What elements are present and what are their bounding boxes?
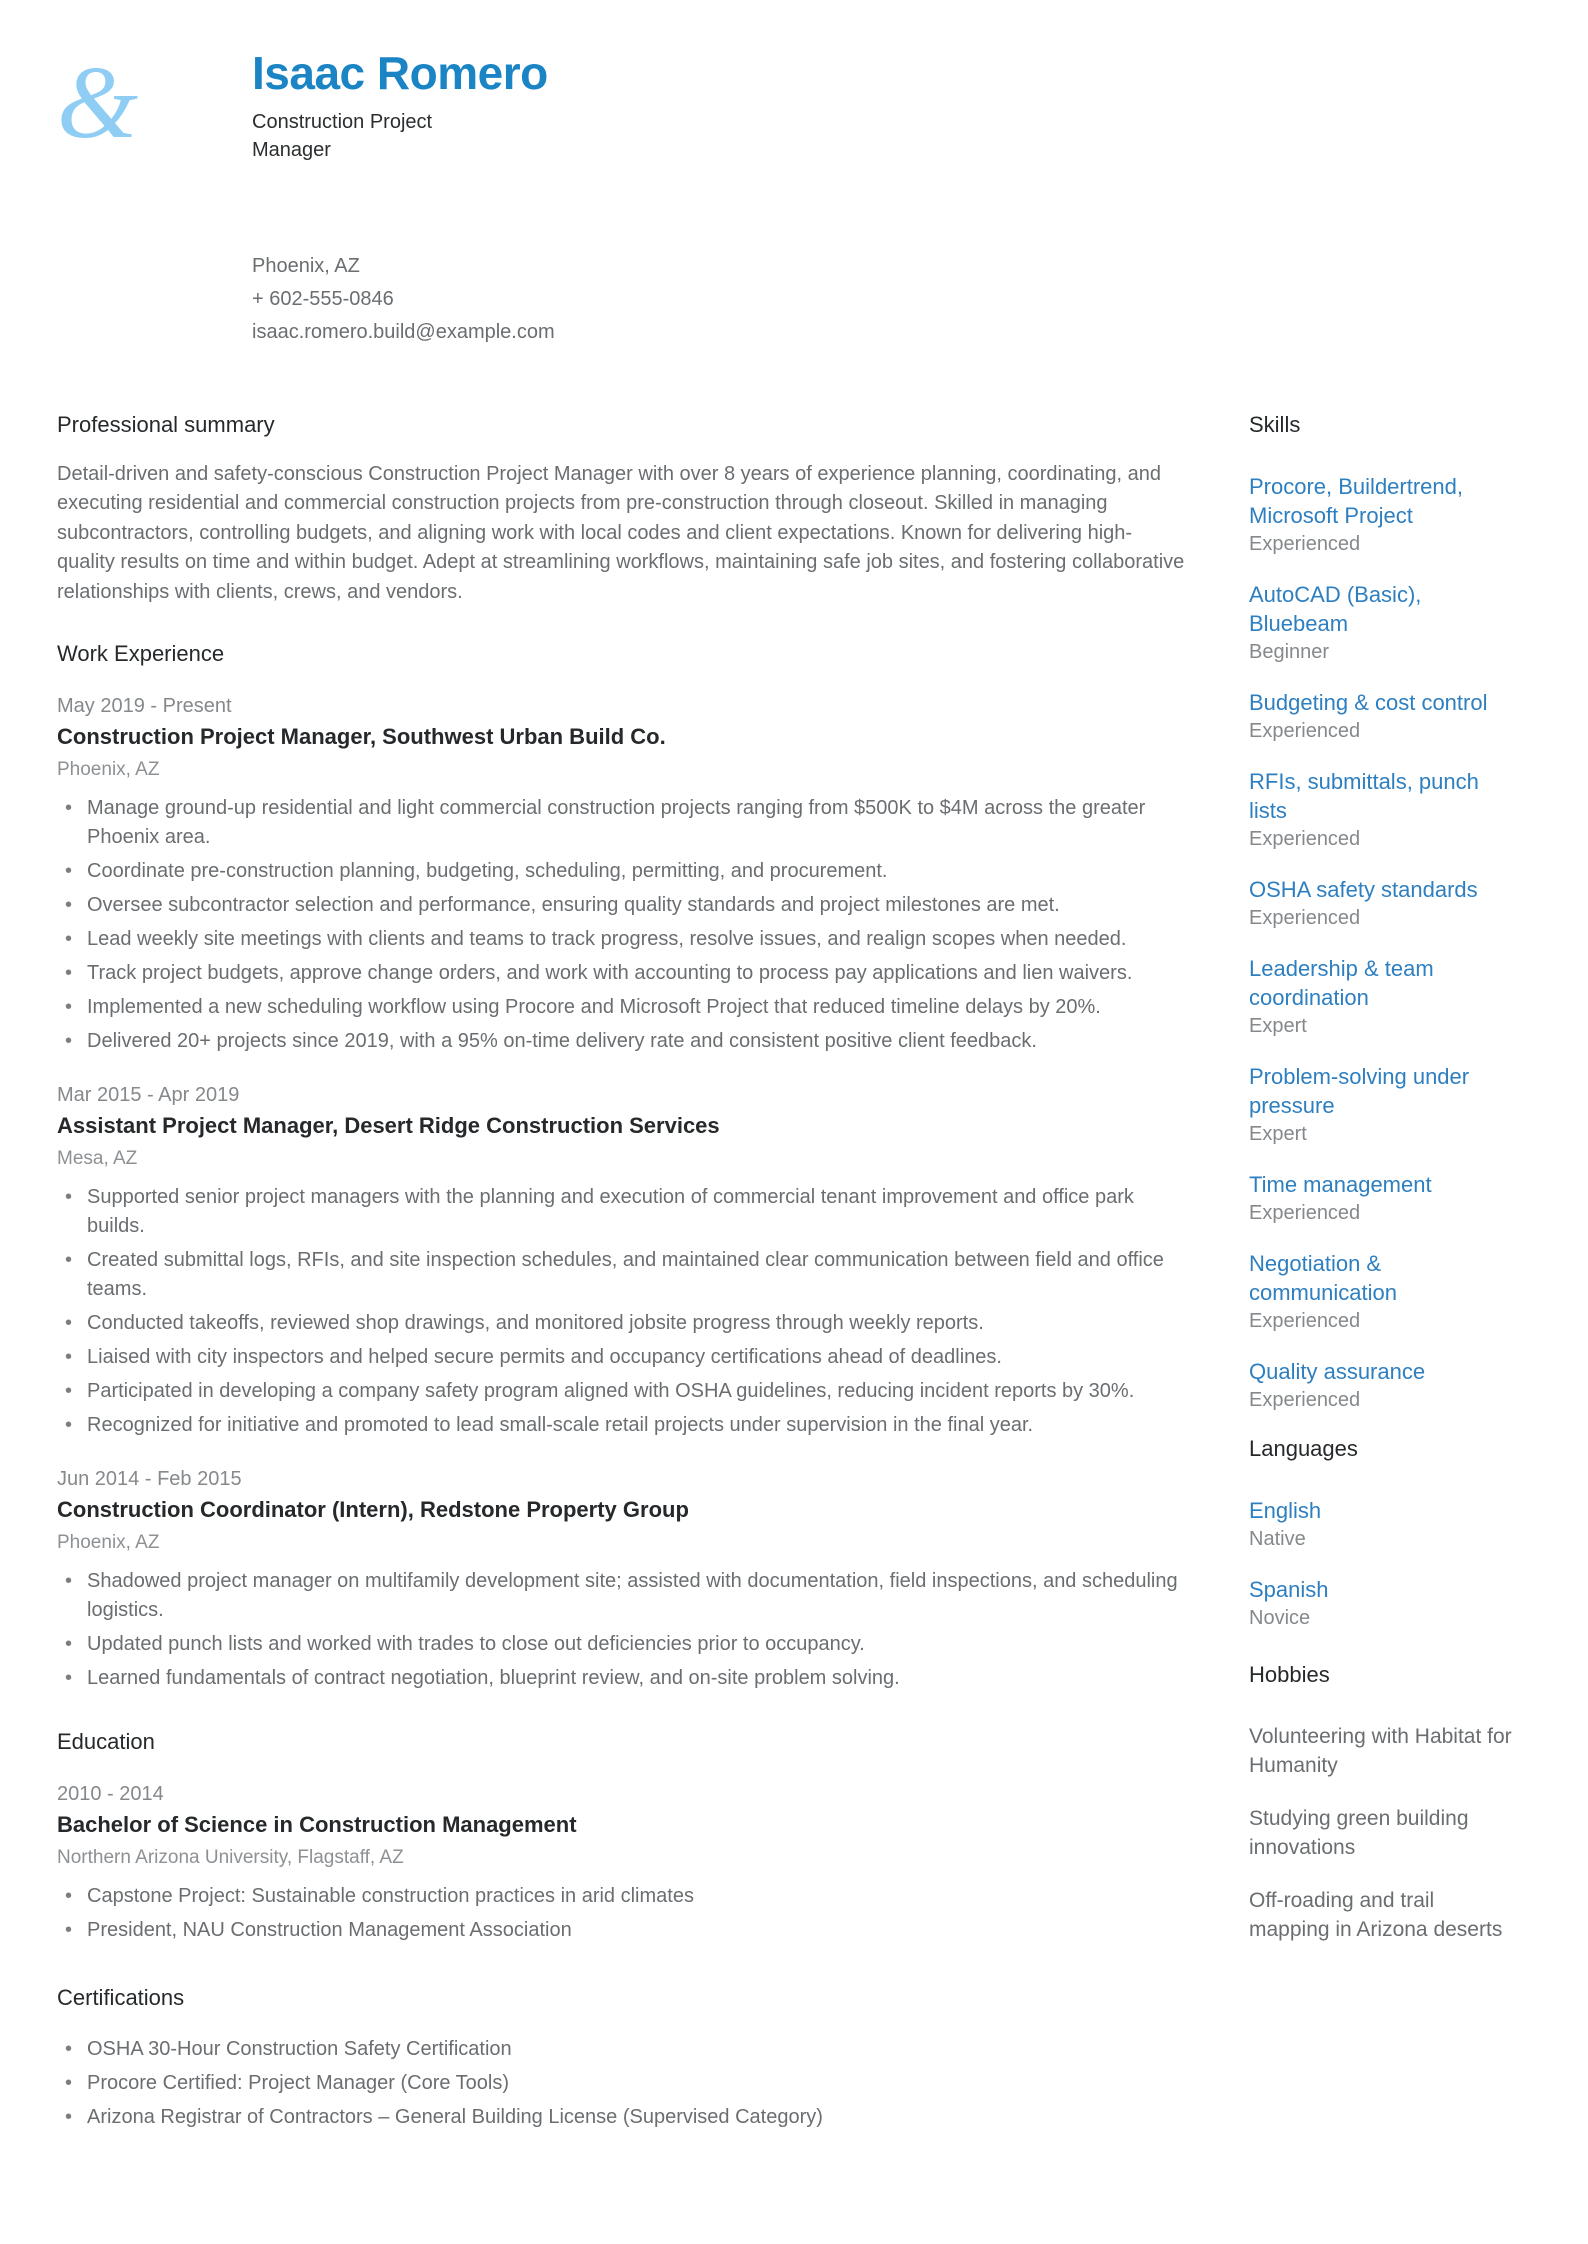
skill-name: Time management [1249,1171,1432,1197]
education-heading: Education [57,1729,155,1755]
bullet-item: • Implemented a new scheduling workflow using Procore and Microsoft Project that reduced timeline delays by 20%. [57,993,1187,1022]
job-dates: Jun 2014 - Feb 2015 [57,1468,242,1491]
job-bullet-list [57,1567,1187,1693]
education-section [57,1729,1187,1945]
skill-name: Budgeting & cost control [1249,689,1488,715]
job-dates: Mar 2015 - Apr 2019 [57,1084,240,1107]
language-name: English [1249,1497,1322,1523]
bullet-item: • Participated in developing a company safety program aligned with OSHA guidelines, reducing incident reports by 30%. [57,1377,1187,1406]
contact-location: Phoenix, AZ [252,254,360,277]
experience-heading: Work Experience [57,641,225,667]
candidate-name: Isaac Romero [252,47,548,99]
skill-level: Experienced [1249,1309,1361,1332]
skill-item [1249,875,1541,930]
resume-header [57,45,1541,349]
summary-heading: Professional summary [57,411,275,437]
bullet-item: • Procore Certified: Project Manager (Core Tools) [57,2069,1187,2098]
skill-item [1249,688,1541,743]
language-item [1249,1496,1541,1551]
skill-item [1249,954,1541,1038]
contact-email: isaac.romero.build@example.com [252,320,555,343]
skill-level: Experienced [1249,1388,1361,1411]
bullet-item: • Delivered 20+ projects since 2019, with a 95% on-time delivery rate and consistent positive client feedback. [57,1027,1187,1056]
job-dates: May 2019 - Present [57,695,232,718]
job-bullet-list [57,794,1187,1056]
bullet-item: • Lead weekly site meetings with clients and teams to track progress, resolve issues, and realign scopes when needed. [57,925,1187,954]
education-bullet-list [57,1882,1187,1945]
skill-level: Experienced [1249,906,1361,929]
header-text-block [252,45,555,349]
bullet-item: • Manage ground-up residential and light commercial construction projects ranging from $500K to $4M across the greater Phoenix area. [57,794,1187,852]
certifications-bullet-list [57,2035,1187,2132]
language-level: Novice [1249,1606,1311,1629]
skill-item [1249,472,1541,556]
skills-heading: Skills [1249,411,1301,437]
skill-name: Quality assurance [1249,1358,1426,1384]
languages-heading: Languages [1249,1435,1358,1461]
hobby-item: Studying green building innovations [1249,1806,1469,1859]
skill-name: Leadership & team coordination [1249,955,1434,1010]
bullet-item: • Track project budgets, approve change orders, and work with accounting to process pay applications and lien waivers. [57,959,1187,988]
education-dates: 2010 - 2014 [57,1783,164,1806]
hobbies-heading: Hobbies [1249,1661,1330,1687]
hobby-item: Off-roading and trail mapping in Arizona deserts [1249,1888,1503,1941]
languages-list [1249,1496,1541,1630]
summary-section [57,412,1187,608]
bullet-item: • Supported senior project managers with the planning and execution of commercial tenant improvement and office park builds. [57,1183,1187,1241]
hobbies-list [1249,1722,1541,1944]
job-title: Construction Project Manager, Southwest Urban Build Co. [57,724,666,750]
language-item [1249,1575,1541,1630]
bullet-item: • Oversee subcontractor selection and performance, ensuring quality standards and project milestones are met. [57,891,1187,920]
job-location: Phoenix, AZ [57,759,160,781]
content-columns [57,412,1541,2138]
hobby-item: Volunteering with Habitat for Humanity [1249,1724,1512,1777]
bullet-item: • Recognized for initiative and promoted to lead small-scale retail projects under supervision in the final year. [57,1411,1187,1440]
skill-name: Negotiation & communication [1249,1250,1397,1305]
skill-name: Problem-solving under pressure [1249,1063,1470,1118]
skill-item [1249,580,1541,664]
candidate-job-title: Construction Project Manager [252,110,433,161]
job-location: Mesa, AZ [57,1148,138,1170]
skill-level: Beginner [1249,640,1330,663]
education-degree: Bachelor of Science in Construction Management [57,1812,577,1838]
summary-text: Detail-driven and safety-conscious Construction Project Manager with over 8 years of experience planning, coordinating, and executing residential and commercial construction projects from pre-construction through closeout. Skilled in managing subcontractors, controlling budgets, and aligning work with local codes and client expectations. Known for delivering high-quality results on time and within budget. Adept at streamlining workflows, maintaining safe job sites, and fostering collaborative relationships with clients, crews, and vendors. [57,462,1185,603]
skill-name: OSHA safety standards [1249,876,1478,902]
bullet-item: • Shadowed project manager on multifamily development site; assisted with documentation, field inspections, and scheduling logistics. [57,1567,1187,1625]
bullet-item: • President, NAU Construction Management Association [57,1916,1187,1945]
experience-section [57,641,1187,1693]
job-bullet-list [57,1183,1187,1440]
education-entry [57,1781,1187,1945]
skill-name: AutoCAD (Basic), Bluebeam [1249,581,1422,636]
language-name: Spanish [1249,1576,1329,1602]
skill-level: Expert [1249,1122,1307,1145]
bullet-item: • Learned fundamentals of contract negotiation, blueprint review, and on-site problem solving. [57,1664,1187,1693]
skill-level: Expert [1249,1014,1307,1037]
skill-item [1249,767,1541,851]
education-school: Northern Arizona University, Flagstaff, AZ [57,1847,404,1869]
job-entry [57,693,1187,1056]
contact-block [252,250,555,349]
bullet-item: • Liaised with city inspectors and helped secure permits and occupancy certifications ahead of deadlines. [57,1343,1187,1372]
certifications-section [57,1985,1187,2132]
bullet-item: • Created submittal logs, RFIs, and site inspection schedules, and maintained clear communication between field and office teams. [57,1246,1187,1304]
brand-ampersand-logo: & [57,45,138,160]
language-level: Native [1249,1527,1306,1550]
job-entry [57,1466,1187,1693]
skill-item [1249,1170,1541,1225]
skill-item [1249,1062,1541,1146]
skill-item [1249,1357,1541,1412]
bullet-item: • Updated punch lists and worked with trades to close out deficiencies prior to occupancy. [57,1630,1187,1659]
bullet-item: • OSHA 30-Hour Construction Safety Certification [57,2035,1187,2064]
skill-name: RFIs, submittals, punch lists [1249,768,1479,823]
job-entry [57,1082,1187,1440]
bullet-item: • Capstone Project: Sustainable construction practices in arid climates [57,1882,1187,1911]
skill-level: Experienced [1249,827,1361,850]
job-title: Construction Coordinator (Intern), Redstone Property Group [57,1497,689,1523]
certifications-heading: Certifications [57,1985,185,2011]
skill-level: Experienced [1249,1201,1361,1224]
job-location: Phoenix, AZ [57,1532,160,1554]
skill-level: Experienced [1249,532,1361,555]
job-title: Assistant Project Manager, Desert Ridge Construction Services [57,1113,720,1139]
bullet-item: • Arizona Registrar of Contractors – General Building License (Supervised Category) [57,2103,1187,2132]
contact-phone: + 602-555-0846 [252,287,394,310]
skill-item [1249,1249,1541,1333]
skills-list [1249,472,1541,1412]
bullet-item: • Conducted takeoffs, reviewed shop drawings, and monitored jobsite progress through weekly reports. [57,1309,1187,1338]
skill-level: Experienced [1249,719,1361,742]
main-column [57,412,1187,2138]
sidebar-column [1249,412,1541,2138]
bullet-item: • Coordinate pre-construction planning, budgeting, scheduling, permitting, and procurement. [57,857,1187,886]
skill-name: Procore, Buildertrend, Microsoft Project [1249,473,1463,528]
